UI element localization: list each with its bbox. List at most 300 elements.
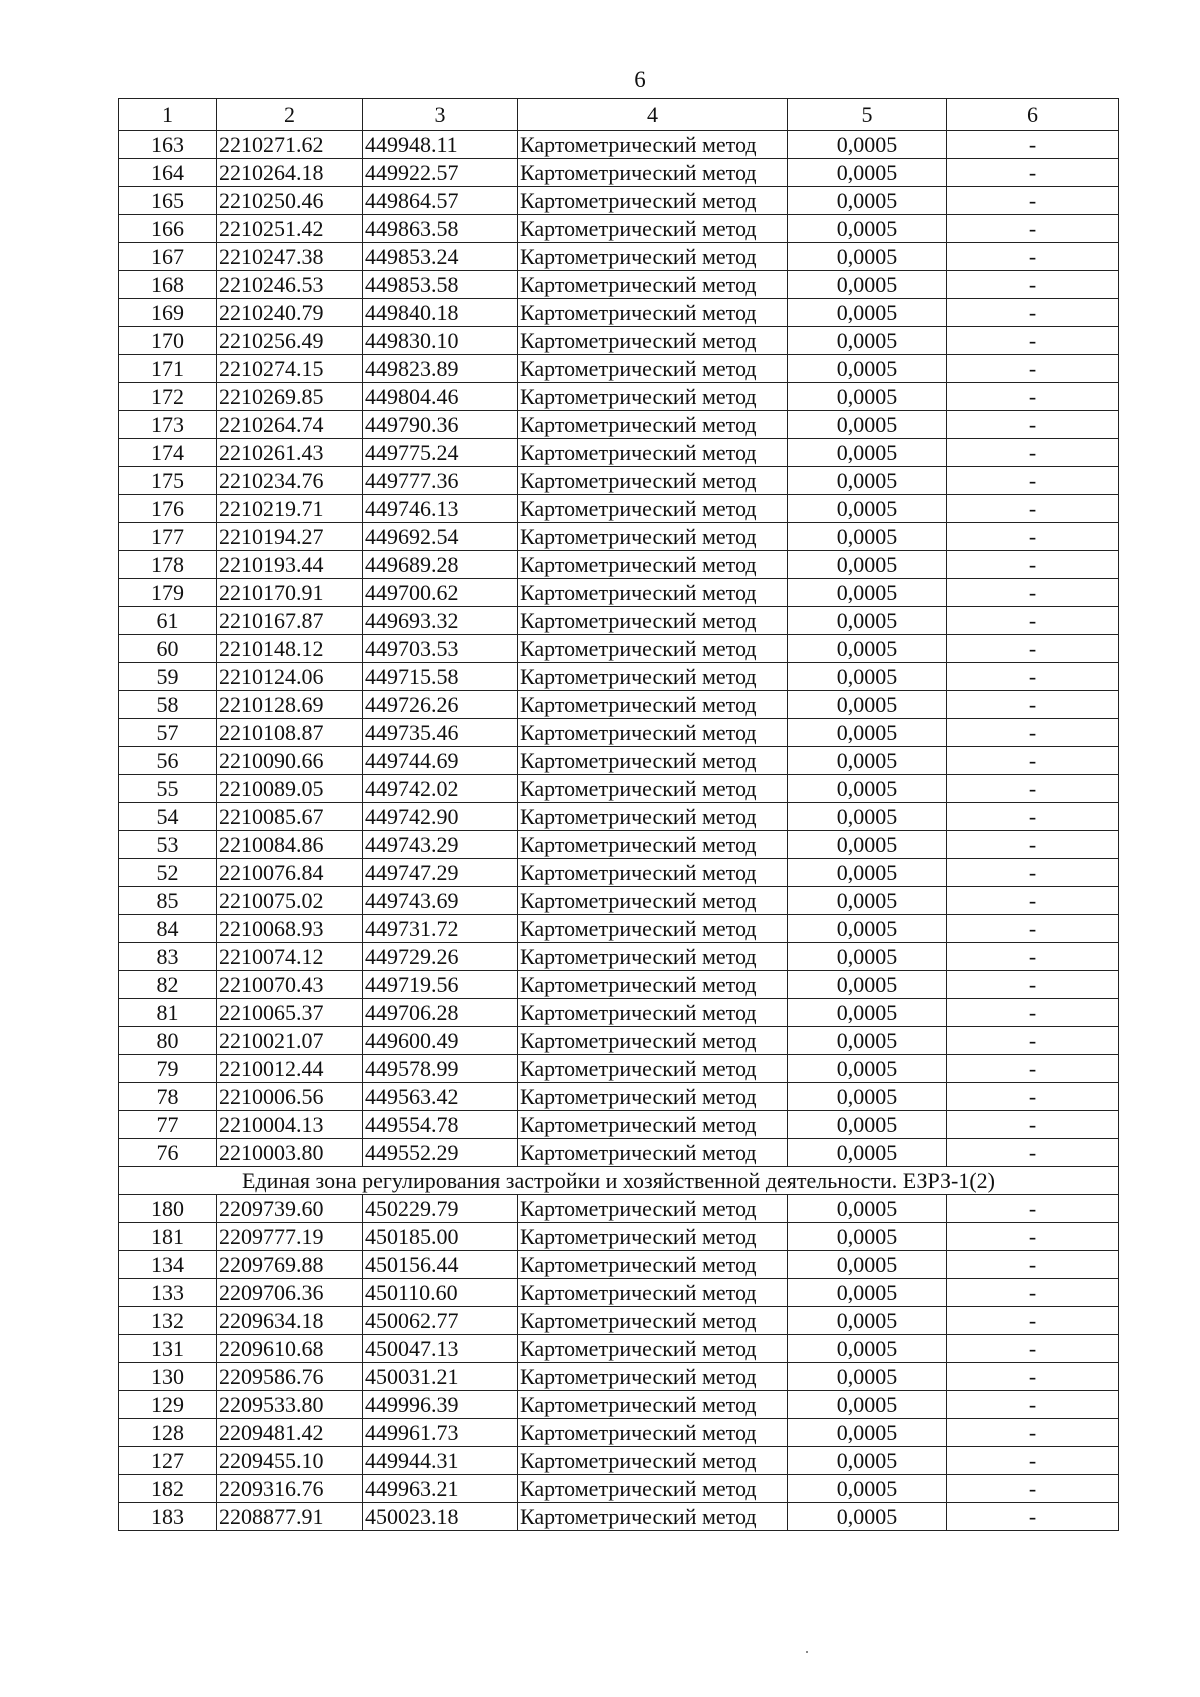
coordinate-y-cell: 450062.77 [363,1307,518,1335]
table-row [119,579,1119,607]
accuracy-cell: 0,0005 [788,691,947,719]
coordinate-y-cell: 449743.69 [363,887,518,915]
coordinate-x-cell: 2210006.56 [217,1083,363,1111]
method-cell: Картометрический метод [518,299,788,327]
coordinate-x-cell: 2210256.49 [217,327,363,355]
method-cell: Картометрический метод [518,1363,788,1391]
method-cell: Картометрический метод [518,355,788,383]
point-number-cell: 172 [119,383,217,411]
accuracy-cell: 0,0005 [788,411,947,439]
table-body [119,131,1119,1531]
note-cell: - [947,1111,1119,1139]
table-row [119,1251,1119,1279]
table-row [119,327,1119,355]
note-cell: - [947,1475,1119,1503]
point-number-cell: 78 [119,1083,217,1111]
coordinate-x-cell: 2209706.36 [217,1279,363,1307]
note-cell: - [947,1055,1119,1083]
coordinate-y-cell: 449726.26 [363,691,518,719]
point-number-cell: 134 [119,1251,217,1279]
coordinate-y-cell: 449747.29 [363,859,518,887]
point-number-cell: 179 [119,579,217,607]
method-cell: Картометрический метод [518,635,788,663]
accuracy-cell: 0,0005 [788,467,947,495]
table-row [119,971,1119,999]
point-number-cell: 129 [119,1391,217,1419]
accuracy-cell: 0,0005 [788,1307,947,1335]
column-header-1: 1 [119,99,217,131]
accuracy-cell: 0,0005 [788,1139,947,1167]
accuracy-cell: 0,0005 [788,747,947,775]
note-cell: - [947,1195,1119,1223]
note-cell: - [947,271,1119,299]
coordinate-x-cell: 2210264.74 [217,411,363,439]
point-number-cell: 169 [119,299,217,327]
coordinate-y-cell: 449840.18 [363,299,518,327]
point-number-cell: 174 [119,439,217,467]
point-number-cell: 133 [119,1279,217,1307]
accuracy-cell: 0,0005 [788,131,947,159]
table-row [119,719,1119,747]
coordinate-y-cell: 450047.13 [363,1335,518,1363]
note-cell: - [947,1363,1119,1391]
note-cell: - [947,663,1119,691]
header-row [119,99,1119,131]
coordinate-y-cell: 449948.11 [363,131,518,159]
coordinate-y-cell: 449742.90 [363,803,518,831]
point-number-cell: 132 [119,1307,217,1335]
point-number-cell: 55 [119,775,217,803]
table-row [119,803,1119,831]
note-cell: - [947,635,1119,663]
table-row [119,271,1119,299]
accuracy-cell: 0,0005 [788,551,947,579]
table-row [119,243,1119,271]
coordinate-x-cell: 2208877.91 [217,1503,363,1531]
note-cell: - [947,1223,1119,1251]
accuracy-cell: 0,0005 [788,915,947,943]
coordinate-x-cell: 2210004.13 [217,1111,363,1139]
column-header-5: 5 [788,99,947,131]
coordinate-x-cell: 2210219.71 [217,495,363,523]
note-cell: - [947,971,1119,999]
coordinate-x-cell: 2210264.18 [217,159,363,187]
coordinate-x-cell: 2210075.02 [217,887,363,915]
note-cell: - [947,467,1119,495]
accuracy-cell: 0,0005 [788,299,947,327]
coordinate-y-cell: 449743.29 [363,831,518,859]
column-header-4: 4 [518,99,788,131]
column-header-6: 6 [947,99,1119,131]
note-cell: - [947,551,1119,579]
point-number-cell: 79 [119,1055,217,1083]
accuracy-cell: 0,0005 [788,1503,947,1531]
coordinate-y-cell: 449700.62 [363,579,518,607]
coordinate-x-cell: 2209739.60 [217,1195,363,1223]
note-cell: - [947,327,1119,355]
method-cell: Картометрический метод [518,663,788,691]
point-number-cell: 56 [119,747,217,775]
accuracy-cell: 0,0005 [788,1391,947,1419]
note-cell: - [947,943,1119,971]
coordinate-y-cell: 449944.31 [363,1447,518,1475]
method-cell: Картометрический метод [518,915,788,943]
method-cell: Картометрический метод [518,1419,788,1447]
point-number-cell: 81 [119,999,217,1027]
note-cell: - [947,187,1119,215]
table-row [119,1083,1119,1111]
coordinate-y-cell: 449996.39 [363,1391,518,1419]
note-cell: - [947,803,1119,831]
method-cell: Картометрический метод [518,943,788,971]
note-cell: - [947,495,1119,523]
coordinate-y-cell: 449790.36 [363,411,518,439]
method-cell: Картометрический метод [518,271,788,299]
accuracy-cell: 0,0005 [788,215,947,243]
table-row [119,1447,1119,1475]
accuracy-cell: 0,0005 [788,271,947,299]
point-number-cell: 166 [119,215,217,243]
note-cell: - [947,159,1119,187]
coordinate-y-cell: 450023.18 [363,1503,518,1531]
coordinate-x-cell: 2209769.88 [217,1251,363,1279]
point-number-cell: 183 [119,1503,217,1531]
point-number-cell: 76 [119,1139,217,1167]
accuracy-cell: 0,0005 [788,1111,947,1139]
method-cell: Картометрический метод [518,719,788,747]
accuracy-cell: 0,0005 [788,187,947,215]
note-cell: - [947,243,1119,271]
method-cell: Картометрический метод [518,551,788,579]
point-number-cell: 167 [119,243,217,271]
coordinate-y-cell: 449578.99 [363,1055,518,1083]
table-row [119,1055,1119,1083]
coordinate-y-cell: 449804.46 [363,383,518,411]
table-header [119,99,1119,131]
method-cell: Картометрический метод [518,131,788,159]
note-cell: - [947,999,1119,1027]
point-number-cell: 53 [119,831,217,859]
point-number-cell: 170 [119,327,217,355]
table-row [119,775,1119,803]
coordinate-x-cell: 2210070.43 [217,971,363,999]
accuracy-cell: 0,0005 [788,887,947,915]
scan-speck [806,1651,808,1653]
coordinates-table [118,98,1119,1531]
coordinate-y-cell: 449961.73 [363,1419,518,1447]
accuracy-cell: 0,0005 [788,1251,947,1279]
table-row [119,355,1119,383]
point-number-cell: 176 [119,495,217,523]
method-cell: Картометрический метод [518,187,788,215]
coordinate-y-cell: 449775.24 [363,439,518,467]
table-row [119,439,1119,467]
table-row [119,607,1119,635]
note-cell: - [947,355,1119,383]
coordinate-x-cell: 2210167.87 [217,607,363,635]
note-cell: - [947,887,1119,915]
method-cell: Картометрический метод [518,1251,788,1279]
coordinate-y-cell: 449853.24 [363,243,518,271]
coordinate-y-cell: 449744.69 [363,747,518,775]
accuracy-cell: 0,0005 [788,1475,947,1503]
coordinate-x-cell: 2210246.53 [217,271,363,299]
coordinate-x-cell: 2210250.46 [217,187,363,215]
method-cell: Картометрический метод [518,159,788,187]
method-cell: Картометрический метод [518,1055,788,1083]
note-cell: - [947,1335,1119,1363]
column-header-2: 2 [217,99,363,131]
point-number-cell: 128 [119,1419,217,1447]
table-row [119,887,1119,915]
accuracy-cell: 0,0005 [788,999,947,1027]
point-number-cell: 168 [119,271,217,299]
point-number-cell: 175 [119,467,217,495]
note-cell: - [947,411,1119,439]
coordinate-y-cell: 449693.32 [363,607,518,635]
accuracy-cell: 0,0005 [788,1055,947,1083]
accuracy-cell: 0,0005 [788,523,947,551]
point-number-cell: 57 [119,719,217,747]
accuracy-cell: 0,0005 [788,831,947,859]
accuracy-cell: 0,0005 [788,635,947,663]
note-cell: - [947,523,1119,551]
table-row [119,523,1119,551]
coordinate-y-cell: 449706.28 [363,999,518,1027]
accuracy-cell: 0,0005 [788,439,947,467]
accuracy-cell: 0,0005 [788,1223,947,1251]
coordinate-x-cell: 2209455.10 [217,1447,363,1475]
coordinate-y-cell: 449719.56 [363,971,518,999]
accuracy-cell: 0,0005 [788,243,947,271]
method-cell: Картометрический метод [518,1223,788,1251]
note-cell: - [947,1027,1119,1055]
table-row [119,1391,1119,1419]
note-cell: - [947,439,1119,467]
note-cell: - [947,607,1119,635]
point-number-cell: 178 [119,551,217,579]
accuracy-cell: 0,0005 [788,943,947,971]
method-cell: Картометрический метод [518,859,788,887]
method-cell: Картометрический метод [518,579,788,607]
accuracy-cell: 0,0005 [788,579,947,607]
coordinate-y-cell: 449715.58 [363,663,518,691]
coordinate-x-cell: 2210076.84 [217,859,363,887]
coordinate-y-cell: 449864.57 [363,187,518,215]
coordinate-y-cell: 449742.02 [363,775,518,803]
coordinate-x-cell: 2210065.37 [217,999,363,1027]
coordinate-x-cell: 2210084.86 [217,831,363,859]
point-number-cell: 83 [119,943,217,971]
coordinate-y-cell: 449731.72 [363,915,518,943]
coordinate-y-cell: 449552.29 [363,1139,518,1167]
coordinate-x-cell: 2209316.76 [217,1475,363,1503]
method-cell: Картометрический метод [518,1111,788,1139]
coordinate-y-cell: 449735.46 [363,719,518,747]
point-number-cell: 181 [119,1223,217,1251]
method-cell: Картометрический метод [518,1475,788,1503]
accuracy-cell: 0,0005 [788,355,947,383]
table-row [119,467,1119,495]
table-row [119,1307,1119,1335]
method-cell: Картометрический метод [518,747,788,775]
note-cell: - [947,579,1119,607]
table-row [119,551,1119,579]
point-number-cell: 60 [119,635,217,663]
accuracy-cell: 0,0005 [788,775,947,803]
table-row [119,859,1119,887]
method-cell: Картометрический метод [518,999,788,1027]
coordinate-x-cell: 2210148.12 [217,635,363,663]
accuracy-cell: 0,0005 [788,1335,947,1363]
table-row [119,663,1119,691]
point-number-cell: 127 [119,1447,217,1475]
coordinate-x-cell: 2210012.44 [217,1055,363,1083]
table-row [119,215,1119,243]
note-cell: - [947,1391,1119,1419]
coordinate-y-cell: 450031.21 [363,1363,518,1391]
method-cell: Картометрический метод [518,1335,788,1363]
method-cell: Картометрический метод [518,215,788,243]
coordinate-x-cell: 2210085.67 [217,803,363,831]
coordinate-x-cell: 2210274.15 [217,355,363,383]
table-row [119,383,1119,411]
method-cell: Картометрический метод [518,1391,788,1419]
coordinate-y-cell: 449600.49 [363,1027,518,1055]
coordinate-y-cell: 450185.00 [363,1223,518,1251]
note-cell: - [947,747,1119,775]
coordinate-x-cell: 2210240.79 [217,299,363,327]
note-cell: - [947,859,1119,887]
accuracy-cell: 0,0005 [788,1195,947,1223]
table-row [119,1195,1119,1223]
coordinate-x-cell: 2210251.42 [217,215,363,243]
point-number-cell: 77 [119,1111,217,1139]
table-row [119,131,1119,159]
point-number-cell: 58 [119,691,217,719]
table-row [119,1335,1119,1363]
column-header-3: 3 [363,99,518,131]
accuracy-cell: 0,0005 [788,1447,947,1475]
coordinate-x-cell: 2210124.06 [217,663,363,691]
method-cell: Картометрический метод [518,1083,788,1111]
table-row [119,495,1119,523]
table-row [119,691,1119,719]
coordinate-y-cell: 450156.44 [363,1251,518,1279]
table-row [119,187,1119,215]
section-title: Единая зона регулирования застройки и хозяйственной деятельности. ЕЗРЗ-1(2) [119,1167,1119,1195]
coordinate-x-cell: 2209533.80 [217,1391,363,1419]
point-number-cell: 165 [119,187,217,215]
accuracy-cell: 0,0005 [788,327,947,355]
coordinate-y-cell: 449554.78 [363,1111,518,1139]
coordinate-x-cell: 2210021.07 [217,1027,363,1055]
table-row [119,1503,1119,1531]
coordinate-x-cell: 2210068.93 [217,915,363,943]
table-row [119,831,1119,859]
table-row [119,411,1119,439]
accuracy-cell: 0,0005 [788,1419,947,1447]
method-cell: Картометрический метод [518,803,788,831]
coordinate-x-cell: 2210234.76 [217,467,363,495]
coordinate-y-cell: 449729.26 [363,943,518,971]
coordinate-y-cell: 449922.57 [363,159,518,187]
coordinate-x-cell: 2209610.68 [217,1335,363,1363]
accuracy-cell: 0,0005 [788,495,947,523]
point-number-cell: 177 [119,523,217,551]
method-cell: Картометрический метод [518,495,788,523]
accuracy-cell: 0,0005 [788,383,947,411]
note-cell: - [947,915,1119,943]
coordinate-x-cell: 2209586.76 [217,1363,363,1391]
coordinate-x-cell: 2210269.85 [217,383,363,411]
accuracy-cell: 0,0005 [788,1083,947,1111]
coordinate-y-cell: 449703.53 [363,635,518,663]
method-cell: Картометрический метод [518,1279,788,1307]
table-row [119,1475,1119,1503]
point-number-cell: 130 [119,1363,217,1391]
point-number-cell: 61 [119,607,217,635]
coordinate-x-cell: 2210089.05 [217,775,363,803]
table-row [119,999,1119,1027]
accuracy-cell: 0,0005 [788,607,947,635]
point-number-cell: 80 [119,1027,217,1055]
coordinate-x-cell: 2209777.19 [217,1223,363,1251]
point-number-cell: 131 [119,1335,217,1363]
table-row [119,1419,1119,1447]
point-number-cell: 180 [119,1195,217,1223]
coordinate-x-cell: 2210108.87 [217,719,363,747]
coordinate-x-cell: 2210128.69 [217,691,363,719]
table-row [119,943,1119,971]
table-row [119,635,1119,663]
coordinate-y-cell: 449746.13 [363,495,518,523]
section-row [119,1167,1119,1195]
note-cell: - [947,383,1119,411]
note-cell: - [947,831,1119,859]
accuracy-cell: 0,0005 [788,803,947,831]
coordinate-x-cell: 2210247.38 [217,243,363,271]
point-number-cell: 163 [119,131,217,159]
point-number-cell: 171 [119,355,217,383]
point-number-cell: 173 [119,411,217,439]
coordinate-x-cell: 2210271.62 [217,131,363,159]
coordinate-x-cell: 2210003.80 [217,1139,363,1167]
table-row [119,1111,1119,1139]
point-number-cell: 164 [119,159,217,187]
coordinate-y-cell: 449689.28 [363,551,518,579]
point-number-cell: 85 [119,887,217,915]
coordinate-y-cell: 449863.58 [363,215,518,243]
method-cell: Картометрический метод [518,523,788,551]
point-number-cell: 182 [119,1475,217,1503]
note-cell: - [947,299,1119,327]
method-cell: Картометрический метод [518,1447,788,1475]
coordinate-x-cell: 2210074.12 [217,943,363,971]
method-cell: Картометрический метод [518,607,788,635]
table-row [119,1279,1119,1307]
coordinate-x-cell: 2210194.27 [217,523,363,551]
note-cell: - [947,1447,1119,1475]
coordinate-x-cell: 2210193.44 [217,551,363,579]
point-number-cell: 84 [119,915,217,943]
coordinate-x-cell: 2209481.42 [217,1419,363,1447]
accuracy-cell: 0,0005 [788,971,947,999]
accuracy-cell: 0,0005 [788,159,947,187]
coordinate-y-cell: 449963.21 [363,1475,518,1503]
method-cell: Картометрический метод [518,1503,788,1531]
method-cell: Картометрический метод [518,1139,788,1167]
